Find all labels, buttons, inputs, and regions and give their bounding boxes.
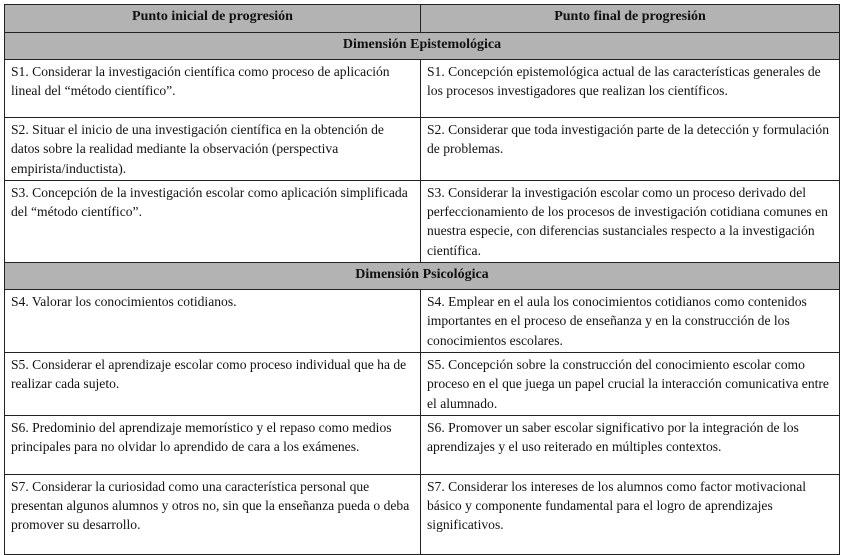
table-row — [5, 60, 840, 118]
progression-table — [4, 4, 840, 555]
table-row — [5, 415, 840, 474]
section-title-epistemologica: Dimensión Epistemológica — [5, 33, 840, 60]
cell-final: S3. Considerar la investigación escolar como un proceso derivado del perfeccionamiento de los procesos de investigación cotidiana comunes en nuestra especie, con diferencias sustanciales respecto a la investigación científica. — [421, 180, 840, 262]
table-row — [5, 180, 840, 262]
cell-initial: S3. Concepción de la investigación escolar como aplicación simplificada del “método científico”. — [5, 180, 421, 262]
table-row — [5, 352, 840, 415]
section-title-psicologica: Dimensión Psicológica — [5, 263, 840, 290]
cell-final: S7. Considerar los intereses de los alumnos como factor motivacional básico y componente fundamental para el logro de aprendizajes significativos. — [421, 474, 840, 554]
header-row — [5, 5, 840, 33]
cell-initial: S7. Considerar la curiosidad como una característica personal que presentan algunos alumnos y otros no, sin que la enseñanza pueda o deba promover su desarrollo. — [5, 474, 421, 554]
table-row — [5, 118, 840, 181]
cell-final: S1. Concepción epistemológica actual de las características generales de los procesos investigadores que realizan los científicos. — [421, 60, 840, 118]
table-row — [5, 474, 840, 554]
cell-final: S2. Considerar que toda investigación parte de la detección y formulación de problemas. — [421, 118, 840, 181]
cell-initial: S1. Considerar la investigación científica como proceso de aplicación lineal del “método científico”. — [5, 60, 421, 118]
table-row — [5, 290, 840, 353]
column-header-initial: Punto inicial de progresión — [5, 5, 421, 33]
cell-final: S6. Promover un saber escolar significativo por la integración de los aprendizajes y el uso reiterado en múltiples contextos. — [421, 415, 840, 474]
section-header-row — [5, 33, 840, 60]
cell-final: S4. Emplear en el aula los conocimientos cotidianos como contenidos importantes en el proceso de enseñanza y en la construcción de los conocimientos escolares. — [421, 290, 840, 353]
cell-initial: S4. Valorar los conocimientos cotidianos. — [5, 290, 421, 353]
section-header-row — [5, 263, 840, 290]
cell-initial: S6. Predominio del aprendizaje memorístico y el repaso como medios principales para no olvidar lo aprendido de cara a los exámenes. — [5, 415, 421, 474]
column-header-final: Punto final de progresión — [421, 5, 840, 33]
cell-initial: S5. Considerar el aprendizaje escolar como proceso individual que ha de realizar cada sujeto. — [5, 352, 421, 415]
cell-final: S5. Concepción sobre la construcción del conocimiento escolar como proceso en el que juega un papel crucial la interacción comunicativa entre el alumnado. — [421, 352, 840, 415]
cell-initial: S2. Situar el inicio de una investigación científica en la obtención de datos sobre la realidad mediante la observación (perspectiva empirista/inductista). — [5, 118, 421, 181]
